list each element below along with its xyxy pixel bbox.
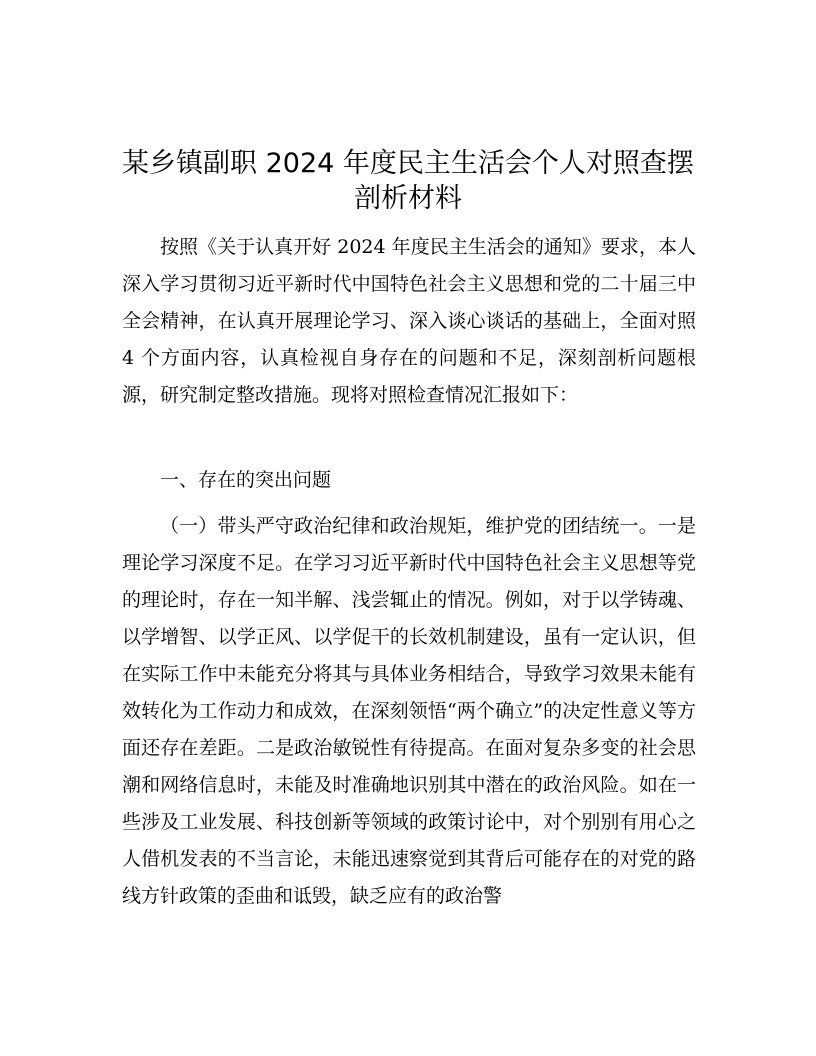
intro-paragraph: 按照《关于认真开好 2024 年度民主生活会的通知》要求，本人深入学习贯彻习近平新时代中国特色社会主义思想和党的二十届三中全会精神，在认真开展理论学习、深入谈心谈话的基础上，全面对照 4 个方面内容，认真检视自身存在的问题和不足，深刻剖析问题根源，研究制定整改措施。现将对照检查情况汇报如下： xyxy=(122,236,696,406)
section-1-paragraph-1: （一）带头严守政治纪律和政治规矩，维护党的团结统一。一是理论学习深度不足。在学习习近平新时代中国特色社会主义思想等党的理论时，存在一知半解、浅尝辄止的情况。例如，对于以学铸魂、以学增智、以学正风、以学促干的长效机制建设，虽有一定认识，但在实际工作中未能充分将其与具体业务相结合，导致学习效果未能有效转化为工作动力和成效，在深刻领悟“两个确立”的决定性意义等方面还存在差距。二是政治敏锐性有待提高。在面对复杂多变的社会思潮和网络信息时，未能及时准确地识别其中潜在的政治风险。如在一些涉及工业发展、科技创新等领域的政策讨论中，对个别别有用心之人借机发表的不当言论，未能迅速察觉到其背后可能存在的对党的路线方针政策的歪曲和诋毁，缺乏应有的政治警 xyxy=(122,515,696,907)
document-title-line-2: 剖析材料 xyxy=(354,183,462,214)
section-heading-1: 一、存在的突出问题 xyxy=(160,469,332,491)
document-title-line-1: 某乡镇副职 2024 年度民主生活会个人对照查摆 xyxy=(122,148,694,179)
